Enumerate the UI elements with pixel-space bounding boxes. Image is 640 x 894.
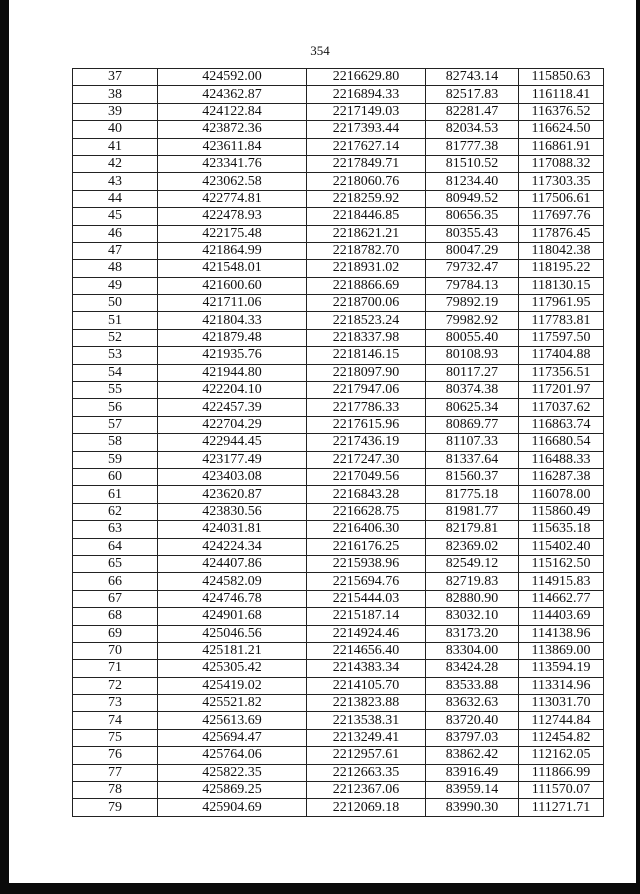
a-value-cell: 83797.03 (426, 729, 519, 746)
row-number-cell: 76 (73, 747, 158, 764)
table-row (73, 451, 604, 468)
table-row (73, 69, 604, 86)
x-coordinate-cell: 423403.08 (158, 468, 307, 485)
b-value-cell: 117783.81 (519, 312, 604, 329)
table-row (73, 625, 604, 642)
b-value-cell: 115860.49 (519, 503, 604, 520)
row-number-cell: 63 (73, 521, 158, 538)
table-row (73, 399, 604, 416)
b-value-cell: 116680.54 (519, 434, 604, 451)
row-number-cell: 75 (73, 729, 158, 746)
b-value-cell: 114403.69 (519, 608, 604, 625)
row-number-cell: 40 (73, 121, 158, 138)
x-coordinate-cell: 425904.69 (158, 799, 307, 816)
a-value-cell: 83632.63 (426, 695, 519, 712)
b-value-cell: 116488.33 (519, 451, 604, 468)
coordinates-table (72, 68, 604, 817)
b-value-cell: 116624.50 (519, 121, 604, 138)
a-value-cell: 81107.33 (426, 434, 519, 451)
b-value-cell: 117088.32 (519, 155, 604, 172)
a-value-cell: 82034.53 (426, 121, 519, 138)
x-coordinate-cell: 422204.10 (158, 382, 307, 399)
table-row (73, 416, 604, 433)
y-coordinate-cell: 2217049.56 (307, 468, 426, 485)
x-coordinate-cell: 424031.81 (158, 521, 307, 538)
x-coordinate-cell: 422944.45 (158, 434, 307, 451)
y-coordinate-cell: 2216894.33 (307, 86, 426, 103)
y-coordinate-cell: 2212663.35 (307, 764, 426, 781)
a-value-cell: 80055.40 (426, 329, 519, 346)
x-coordinate-cell: 424122.84 (158, 103, 307, 120)
x-coordinate-cell: 425822.35 (158, 764, 307, 781)
y-coordinate-cell: 2217149.03 (307, 103, 426, 120)
table-row (73, 347, 604, 364)
b-value-cell: 118042.38 (519, 242, 604, 259)
b-value-cell: 117961.95 (519, 295, 604, 312)
b-value-cell: 115635.18 (519, 521, 604, 538)
y-coordinate-cell: 2216628.75 (307, 503, 426, 520)
b-value-cell: 113869.00 (519, 642, 604, 659)
b-value-cell: 116078.00 (519, 486, 604, 503)
x-coordinate-cell: 421711.06 (158, 295, 307, 312)
row-number-cell: 56 (73, 399, 158, 416)
row-number-cell: 66 (73, 573, 158, 590)
a-value-cell: 80117.27 (426, 364, 519, 381)
x-coordinate-cell: 421864.99 (158, 242, 307, 259)
table-row (73, 660, 604, 677)
x-coordinate-cell: 423872.36 (158, 121, 307, 138)
row-number-cell: 70 (73, 642, 158, 659)
table-row (73, 503, 604, 520)
a-value-cell: 82179.81 (426, 521, 519, 538)
table-row (73, 729, 604, 746)
row-number-cell: 54 (73, 364, 158, 381)
table-body (73, 69, 604, 817)
row-number-cell: 77 (73, 764, 158, 781)
b-value-cell: 117303.35 (519, 173, 604, 190)
b-value-cell: 116118.41 (519, 86, 604, 103)
b-value-cell: 117201.97 (519, 382, 604, 399)
y-coordinate-cell: 2218782.70 (307, 242, 426, 259)
a-value-cell: 80374.38 (426, 382, 519, 399)
x-coordinate-cell: 421804.33 (158, 312, 307, 329)
b-value-cell: 117506.61 (519, 190, 604, 207)
y-coordinate-cell: 2218621.21 (307, 225, 426, 242)
x-coordinate-cell: 421879.48 (158, 329, 307, 346)
row-number-cell: 47 (73, 242, 158, 259)
x-coordinate-cell: 425694.47 (158, 729, 307, 746)
x-coordinate-cell: 423620.87 (158, 486, 307, 503)
table-row (73, 277, 604, 294)
page-number: 354 (310, 43, 330, 58)
table-row (73, 103, 604, 120)
x-coordinate-cell: 425869.25 (158, 782, 307, 799)
x-coordinate-cell: 424901.68 (158, 608, 307, 625)
x-coordinate-cell: 423177.49 (158, 451, 307, 468)
y-coordinate-cell: 2218523.24 (307, 312, 426, 329)
b-value-cell: 118195.22 (519, 260, 604, 277)
x-coordinate-cell: 422478.93 (158, 208, 307, 225)
row-number-cell: 50 (73, 295, 158, 312)
x-coordinate-cell: 421600.60 (158, 277, 307, 294)
b-value-cell: 116376.52 (519, 103, 604, 120)
a-value-cell: 83424.28 (426, 660, 519, 677)
a-value-cell: 80355.43 (426, 225, 519, 242)
row-number-cell: 37 (73, 69, 158, 86)
a-value-cell: 79892.19 (426, 295, 519, 312)
a-value-cell: 83916.49 (426, 764, 519, 781)
row-number-cell: 48 (73, 260, 158, 277)
row-number-cell: 71 (73, 660, 158, 677)
a-value-cell: 79732.47 (426, 260, 519, 277)
table-row (73, 573, 604, 590)
a-value-cell: 80869.77 (426, 416, 519, 433)
y-coordinate-cell: 2215938.96 (307, 555, 426, 572)
a-value-cell: 83032.10 (426, 608, 519, 625)
row-number-cell: 55 (73, 382, 158, 399)
row-number-cell: 58 (73, 434, 158, 451)
a-value-cell: 80625.34 (426, 399, 519, 416)
b-value-cell: 115402.40 (519, 538, 604, 555)
b-value-cell: 114138.96 (519, 625, 604, 642)
y-coordinate-cell: 2217947.06 (307, 382, 426, 399)
table-row (73, 434, 604, 451)
y-coordinate-cell: 2218337.98 (307, 329, 426, 346)
table-row (73, 86, 604, 103)
table-row (73, 295, 604, 312)
b-value-cell: 113314.96 (519, 677, 604, 694)
row-number-cell: 60 (73, 468, 158, 485)
x-coordinate-cell: 423341.76 (158, 155, 307, 172)
x-coordinate-cell: 422704.29 (158, 416, 307, 433)
a-value-cell: 79784.13 (426, 277, 519, 294)
row-number-cell: 79 (73, 799, 158, 816)
b-value-cell: 117404.88 (519, 347, 604, 364)
row-number-cell: 57 (73, 416, 158, 433)
x-coordinate-cell: 425305.42 (158, 660, 307, 677)
table-row (73, 799, 604, 816)
b-value-cell: 112162.05 (519, 747, 604, 764)
table-row (73, 590, 604, 607)
a-value-cell: 81775.18 (426, 486, 519, 503)
x-coordinate-cell: 422175.48 (158, 225, 307, 242)
row-number-cell: 39 (73, 103, 158, 120)
b-value-cell: 111570.07 (519, 782, 604, 799)
table-row (73, 555, 604, 572)
row-number-cell: 38 (73, 86, 158, 103)
table-row (73, 486, 604, 503)
x-coordinate-cell: 423830.56 (158, 503, 307, 520)
x-coordinate-cell: 422457.39 (158, 399, 307, 416)
y-coordinate-cell: 2213823.88 (307, 695, 426, 712)
y-coordinate-cell: 2214924.46 (307, 625, 426, 642)
row-number-cell: 69 (73, 625, 158, 642)
y-coordinate-cell: 2218146.15 (307, 347, 426, 364)
row-number-cell: 52 (73, 329, 158, 346)
y-coordinate-cell: 2218097.90 (307, 364, 426, 381)
y-coordinate-cell: 2217849.71 (307, 155, 426, 172)
b-value-cell: 117356.51 (519, 364, 604, 381)
y-coordinate-cell: 2218700.06 (307, 295, 426, 312)
table-row (73, 312, 604, 329)
y-coordinate-cell: 2213249.41 (307, 729, 426, 746)
a-value-cell: 81234.40 (426, 173, 519, 190)
y-coordinate-cell: 2216629.80 (307, 69, 426, 86)
a-value-cell: 81510.52 (426, 155, 519, 172)
row-number-cell: 53 (73, 347, 158, 364)
table-row (73, 521, 604, 538)
b-value-cell: 116287.38 (519, 468, 604, 485)
row-number-cell: 73 (73, 695, 158, 712)
row-number-cell: 72 (73, 677, 158, 694)
a-value-cell: 80949.52 (426, 190, 519, 207)
y-coordinate-cell: 2214105.70 (307, 677, 426, 694)
x-coordinate-cell: 425764.06 (158, 747, 307, 764)
table-row (73, 382, 604, 399)
row-number-cell: 42 (73, 155, 158, 172)
a-value-cell: 81777.38 (426, 138, 519, 155)
y-coordinate-cell: 2216843.28 (307, 486, 426, 503)
y-coordinate-cell: 2217393.44 (307, 121, 426, 138)
table-row (73, 608, 604, 625)
x-coordinate-cell: 424407.86 (158, 555, 307, 572)
table-row (73, 747, 604, 764)
scan-border-bottom (0, 883, 640, 894)
row-number-cell: 41 (73, 138, 158, 155)
table-row (73, 642, 604, 659)
b-value-cell: 112454.82 (519, 729, 604, 746)
a-value-cell: 82517.83 (426, 86, 519, 103)
x-coordinate-cell: 425613.69 (158, 712, 307, 729)
y-coordinate-cell: 2215694.76 (307, 573, 426, 590)
row-number-cell: 62 (73, 503, 158, 520)
b-value-cell: 114662.77 (519, 590, 604, 607)
a-value-cell: 80108.93 (426, 347, 519, 364)
b-value-cell: 116863.74 (519, 416, 604, 433)
table-row (73, 364, 604, 381)
b-value-cell: 113031.70 (519, 695, 604, 712)
row-number-cell: 74 (73, 712, 158, 729)
x-coordinate-cell: 424362.87 (158, 86, 307, 103)
a-value-cell: 81337.64 (426, 451, 519, 468)
a-value-cell: 80656.35 (426, 208, 519, 225)
row-number-cell: 59 (73, 451, 158, 468)
y-coordinate-cell: 2217436.19 (307, 434, 426, 451)
table-row (73, 225, 604, 242)
b-value-cell: 115850.63 (519, 69, 604, 86)
table-row (73, 190, 604, 207)
b-value-cell: 111271.71 (519, 799, 604, 816)
y-coordinate-cell: 2214656.40 (307, 642, 426, 659)
y-coordinate-cell: 2218866.69 (307, 277, 426, 294)
y-coordinate-cell: 2217615.96 (307, 416, 426, 433)
y-coordinate-cell: 2218446.85 (307, 208, 426, 225)
table-row (73, 260, 604, 277)
x-coordinate-cell: 425521.82 (158, 695, 307, 712)
row-number-cell: 65 (73, 555, 158, 572)
y-coordinate-cell: 2212957.61 (307, 747, 426, 764)
y-coordinate-cell: 2216406.30 (307, 521, 426, 538)
a-value-cell: 83304.00 (426, 642, 519, 659)
b-value-cell: 117037.62 (519, 399, 604, 416)
table-row (73, 173, 604, 190)
y-coordinate-cell: 2212367.06 (307, 782, 426, 799)
b-value-cell: 117597.50 (519, 329, 604, 346)
row-number-cell: 43 (73, 173, 158, 190)
b-value-cell: 118130.15 (519, 277, 604, 294)
table-row (73, 677, 604, 694)
a-value-cell: 81981.77 (426, 503, 519, 520)
x-coordinate-cell: 421935.76 (158, 347, 307, 364)
b-value-cell: 113594.19 (519, 660, 604, 677)
y-coordinate-cell: 2214383.34 (307, 660, 426, 677)
b-value-cell: 112744.84 (519, 712, 604, 729)
b-value-cell: 117697.76 (519, 208, 604, 225)
y-coordinate-cell: 2218060.76 (307, 173, 426, 190)
row-number-cell: 64 (73, 538, 158, 555)
scan-border-right (636, 0, 640, 894)
y-coordinate-cell: 2217627.14 (307, 138, 426, 155)
row-number-cell: 61 (73, 486, 158, 503)
table-row (73, 155, 604, 172)
x-coordinate-cell: 423062.58 (158, 173, 307, 190)
x-coordinate-cell: 423611.84 (158, 138, 307, 155)
b-value-cell: 116861.91 (519, 138, 604, 155)
x-coordinate-cell: 424592.00 (158, 69, 307, 86)
row-number-cell: 45 (73, 208, 158, 225)
row-number-cell: 51 (73, 312, 158, 329)
x-coordinate-cell: 424746.78 (158, 590, 307, 607)
b-value-cell: 114915.83 (519, 573, 604, 590)
row-number-cell: 78 (73, 782, 158, 799)
b-value-cell: 115162.50 (519, 555, 604, 572)
table-row (73, 121, 604, 138)
a-value-cell: 83862.42 (426, 747, 519, 764)
a-value-cell: 82549.12 (426, 555, 519, 572)
row-number-cell: 44 (73, 190, 158, 207)
x-coordinate-cell: 421548.01 (158, 260, 307, 277)
table-row (73, 712, 604, 729)
x-coordinate-cell: 425419.02 (158, 677, 307, 694)
a-value-cell: 82369.02 (426, 538, 519, 555)
scan-border-left (0, 0, 9, 894)
y-coordinate-cell: 2215444.03 (307, 590, 426, 607)
table-row (73, 242, 604, 259)
x-coordinate-cell: 424582.09 (158, 573, 307, 590)
y-coordinate-cell: 2212069.18 (307, 799, 426, 816)
y-coordinate-cell: 2218931.02 (307, 260, 426, 277)
x-coordinate-cell: 424224.34 (158, 538, 307, 555)
table-row (73, 208, 604, 225)
table-row (73, 782, 604, 799)
table-row (73, 138, 604, 155)
b-value-cell: 117876.45 (519, 225, 604, 242)
y-coordinate-cell: 2217247.30 (307, 451, 426, 468)
y-coordinate-cell: 2213538.31 (307, 712, 426, 729)
x-coordinate-cell: 425181.21 (158, 642, 307, 659)
y-coordinate-cell: 2218259.92 (307, 190, 426, 207)
row-number-cell: 46 (73, 225, 158, 242)
table-row (73, 764, 604, 781)
a-value-cell: 81560.37 (426, 468, 519, 485)
table-row (73, 468, 604, 485)
a-value-cell: 82281.47 (426, 103, 519, 120)
table-row (73, 695, 604, 712)
a-value-cell: 80047.29 (426, 242, 519, 259)
a-value-cell: 83173.20 (426, 625, 519, 642)
x-coordinate-cell: 425046.56 (158, 625, 307, 642)
a-value-cell: 83533.88 (426, 677, 519, 694)
row-number-cell: 67 (73, 590, 158, 607)
a-value-cell: 83959.14 (426, 782, 519, 799)
y-coordinate-cell: 2217786.33 (307, 399, 426, 416)
a-value-cell: 82719.83 (426, 573, 519, 590)
a-value-cell: 83720.40 (426, 712, 519, 729)
a-value-cell: 83990.30 (426, 799, 519, 816)
a-value-cell: 82743.14 (426, 69, 519, 86)
x-coordinate-cell: 421944.80 (158, 364, 307, 381)
y-coordinate-cell: 2215187.14 (307, 608, 426, 625)
a-value-cell: 79982.92 (426, 312, 519, 329)
x-coordinate-cell: 422774.81 (158, 190, 307, 207)
a-value-cell: 82880.90 (426, 590, 519, 607)
y-coordinate-cell: 2216176.25 (307, 538, 426, 555)
b-value-cell: 111866.99 (519, 764, 604, 781)
table-row (73, 329, 604, 346)
table-row (73, 538, 604, 555)
row-number-cell: 68 (73, 608, 158, 625)
row-number-cell: 49 (73, 277, 158, 294)
